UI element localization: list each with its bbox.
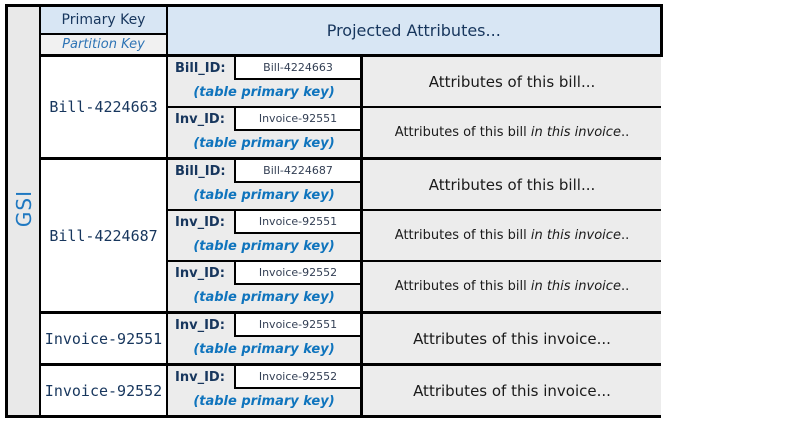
attribute-text: Attributes of this bill xyxy=(394,125,531,140)
attribute-text: Attributes of this invoice... xyxy=(413,381,611,400)
key-value-box: Invoice-92551 xyxy=(234,211,360,234)
table-primary-key-caption: (table primary key) xyxy=(193,188,335,203)
table-primary-key-caption: (table primary key) xyxy=(193,290,335,305)
attributes-cell xyxy=(362,261,662,313)
table-primary-key-caption: (table primary key) xyxy=(193,342,335,357)
attributes-cell xyxy=(362,159,662,211)
table-primary-key-caption: (table primary key) xyxy=(193,394,335,409)
partition-key-value-cell: Invoice-92552 xyxy=(40,365,167,417)
key-label: Inv_ID: xyxy=(175,318,225,333)
key-cell xyxy=(167,107,362,159)
gsi-label: GSI xyxy=(11,190,36,228)
attributes-cell xyxy=(362,313,662,365)
attribute-text: Attributes of this invoice... xyxy=(413,329,611,348)
key-value-box: Invoice-92552 xyxy=(234,366,360,389)
table-primary-key-caption: (table primary key) xyxy=(193,136,335,151)
partition-key-value-cell: Bill-4224663 xyxy=(40,56,167,159)
key-value-box: Bill-4224687 xyxy=(234,160,360,183)
key-cell xyxy=(167,261,362,313)
key-value-box: Bill-4224663 xyxy=(234,57,360,80)
key-label: Inv_ID: xyxy=(175,266,225,281)
key-value-box: Invoice-92552 xyxy=(234,262,360,285)
key-value-box: Invoice-92551 xyxy=(234,108,360,131)
table-primary-key-caption: (table primary key) xyxy=(193,85,335,100)
attribute-text-italic: in this invoice xyxy=(530,279,621,294)
key-cell xyxy=(167,56,362,108)
key-label: Inv_ID: xyxy=(175,370,225,385)
partition-key-value-cell: Bill-4224687 xyxy=(40,159,167,313)
header-projected-attributes-cell: Projected Attributes... xyxy=(167,6,661,56)
attribute-text: Attributes of this bill xyxy=(394,228,531,243)
gsi-sidebar-cell xyxy=(7,6,41,417)
attribute-text: Attributes of this bill... xyxy=(428,175,596,194)
attribute-text-italic: in this invoice xyxy=(530,228,621,243)
header-primary-key-cell: Primary Key xyxy=(40,6,167,35)
key-cell xyxy=(167,159,362,211)
key-cell xyxy=(167,210,362,261)
key-label: Bill_ID: xyxy=(175,61,226,76)
attribute-text: Attributes of this bill... xyxy=(428,72,596,91)
attribute-text: Attributes of this bill xyxy=(394,279,531,294)
key-label: Inv_ID: xyxy=(175,112,225,127)
partition-key-value-cell: Invoice-92551 xyxy=(40,313,167,365)
key-label: Inv_ID: xyxy=(175,215,225,230)
attribute-text-end: .. xyxy=(620,228,630,243)
gsi-index-table xyxy=(5,4,663,418)
header-partition-key-cell: Partition Key xyxy=(40,34,167,56)
table-primary-key-caption: (table primary key) xyxy=(193,239,335,254)
key-cell xyxy=(167,365,362,417)
attributes-cell xyxy=(362,107,662,159)
attributes-cell xyxy=(362,56,662,108)
attribute-text-end: .. xyxy=(620,279,630,294)
attribute-text-end: .. xyxy=(620,125,630,140)
attribute-text-italic: in this invoice xyxy=(530,125,621,140)
key-cell xyxy=(167,313,362,365)
attributes-cell xyxy=(362,365,662,417)
attributes-cell xyxy=(362,210,662,261)
key-label: Bill_ID: xyxy=(175,164,226,179)
key-value-box: Invoice-92551 xyxy=(234,314,360,337)
